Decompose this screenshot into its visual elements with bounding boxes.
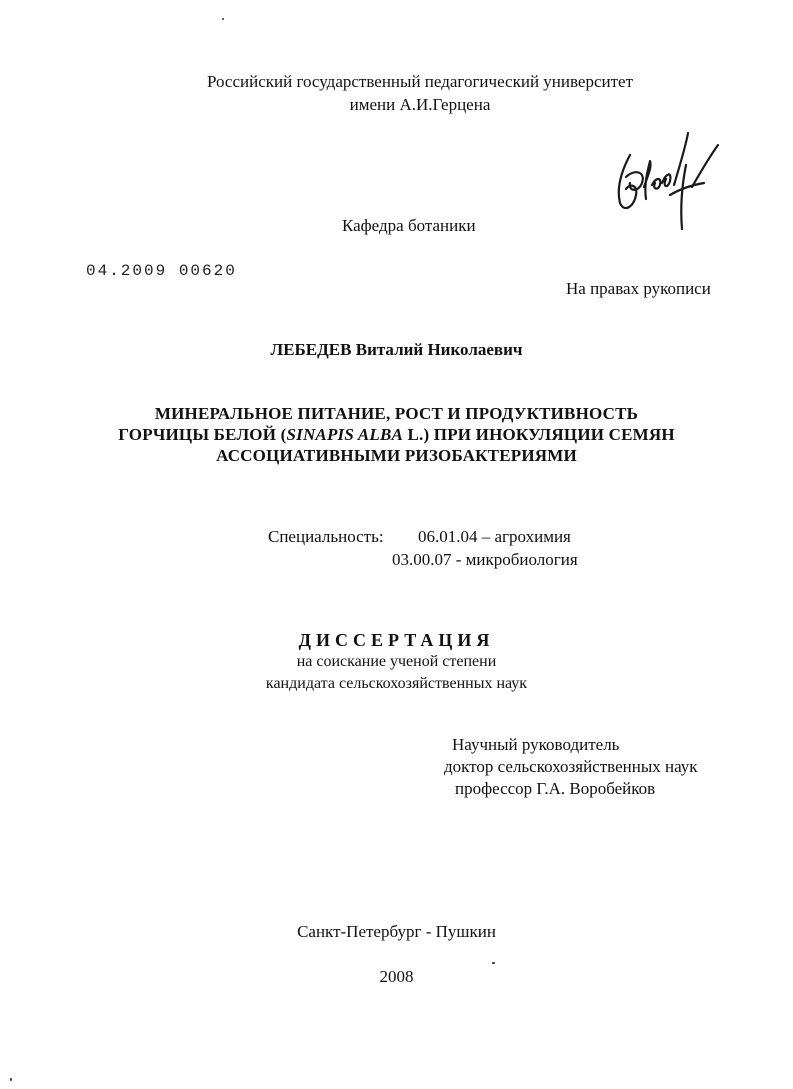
thesis-title-line-1: МИНЕРАЛЬНОЕ ПИТАНИЕ, РОСТ И ПРОДУКТИВНОСТЬ xyxy=(154,404,639,423)
scan-speck xyxy=(222,18,224,20)
title-line-2-start: ГОРЧИЦЫ БЕЛОЙ ( xyxy=(118,425,287,444)
year: 2008 xyxy=(379,967,414,986)
thesis-title-line-3: АССОЦИАТИВНЫМИ РИЗОБАКТЕРИЯМИ xyxy=(216,446,577,465)
supervisor-name: профессор Г.А. Воробейков xyxy=(455,779,656,798)
university-line-1: Российский государственный педагогический университет xyxy=(206,72,634,91)
document-type-title: ДИССЕРТАЦИЯ xyxy=(298,630,495,650)
degree-line-2: кандидата сельскохозяйственных наук xyxy=(265,675,528,692)
scan-speck xyxy=(10,1078,12,1081)
university-line-2: имени А.И.Герцена xyxy=(349,95,491,114)
supervisor-role: Научный руководитель xyxy=(452,735,620,754)
title-line-2-end: L.) ПРИ ИНОКУЛЯЦИИ СЕМЯН xyxy=(403,425,675,444)
supervisor-degree: доктор сельскохозяйственных наук xyxy=(444,757,698,776)
degree-line-1: на соискание ученой степени xyxy=(296,653,497,670)
city: Санкт-Петербург - Пушкин xyxy=(297,922,496,941)
specialty-item: 03.00.07 - микробиология xyxy=(392,550,578,569)
signature-icon xyxy=(600,125,725,235)
thesis-title-line-2 xyxy=(60,425,733,445)
manuscript-rights-note: На правах рукописи xyxy=(566,279,711,298)
registration-number: 04.2009 00620 xyxy=(86,262,237,280)
department: Кафедра ботаники xyxy=(342,216,476,235)
species-name: SINAPIS ALBA xyxy=(286,425,404,444)
specialty-item: 06.01.04 – агрохимия xyxy=(418,527,571,546)
scan-speck xyxy=(492,962,495,964)
author-name: ЛЕБЕДЕВ Виталий Николаевич xyxy=(270,340,523,359)
specialty-label: Специальность: xyxy=(268,527,384,546)
